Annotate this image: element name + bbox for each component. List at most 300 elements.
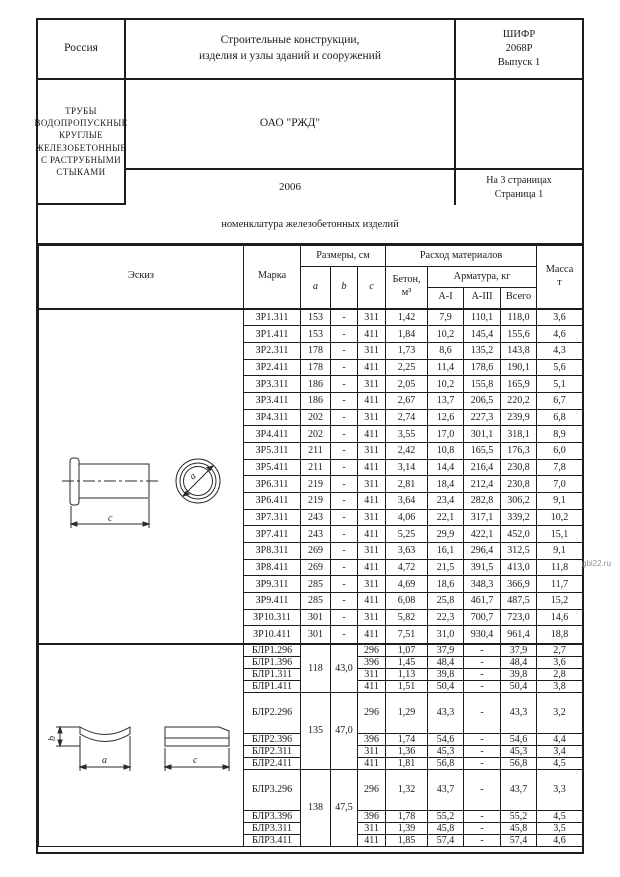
year-cell xyxy=(126,170,456,205)
cell-armatura-a3: - xyxy=(464,733,501,745)
cell-massa: 7,8 xyxy=(537,459,583,476)
cell-marka: ЗР3.411 xyxy=(244,393,301,410)
cell-armatura-a1: 29,9 xyxy=(428,526,464,543)
cell-beton: 1,29 xyxy=(386,692,428,733)
cell-dim-c: 311 xyxy=(358,476,386,493)
cell-dim-b: - xyxy=(331,509,358,526)
empty-cell xyxy=(456,80,582,170)
cell-dim-c: 411 xyxy=(358,834,386,846)
cell-dim-c: 411 xyxy=(358,326,386,343)
cell-armatura-vsego: 230,8 xyxy=(501,459,537,476)
cell-dim-b: - xyxy=(331,493,358,510)
cell-marka: ЗР10.411 xyxy=(244,626,301,644)
cell-dim-a: 202 xyxy=(301,426,331,443)
document-frame xyxy=(36,18,584,854)
cell-beton: 4,69 xyxy=(386,576,428,593)
cell-dim-c: 411 xyxy=(358,626,386,644)
cell-massa: 7,0 xyxy=(537,476,583,493)
svg-text:c: c xyxy=(108,512,113,524)
cell-armatura-a3: 348,3 xyxy=(464,576,501,593)
cell-armatura-vsego: 452,0 xyxy=(501,526,537,543)
cell-armatura-a3: 110,1 xyxy=(464,309,501,326)
cell-dim-c: 311 xyxy=(358,745,386,757)
cipher-cell xyxy=(456,20,582,80)
cell-dim-a: 285 xyxy=(301,593,331,610)
cell-dim-a: 243 xyxy=(301,509,331,526)
country-label: Россия xyxy=(64,42,98,55)
cell-massa: 6,8 xyxy=(537,409,583,426)
cell-massa: 10,2 xyxy=(537,509,583,526)
col-header-vsego: Всего xyxy=(501,288,537,309)
cell-dim-a: 269 xyxy=(301,559,331,576)
cell-armatura-a3: 282,8 xyxy=(464,493,501,510)
cell-massa: 4,5 xyxy=(537,810,583,822)
cipher-label: ШИФР xyxy=(502,28,536,40)
cell-beton: 2,05 xyxy=(386,376,428,393)
cell-marka: ЗР7.311 xyxy=(244,509,301,526)
cell-armatura-a3: - xyxy=(464,656,501,668)
cell-armatura-a3: 461,7 xyxy=(464,593,501,610)
cell-armatura-a3: - xyxy=(464,668,501,680)
cell-massa: 5,6 xyxy=(537,359,583,376)
beton-line2: м³ xyxy=(401,287,412,299)
cell-dim-b: - xyxy=(331,359,358,376)
cell-dim-a: 138 xyxy=(301,769,331,846)
cell-dim-a: 269 xyxy=(301,543,331,560)
col-header-razmery: Размеры, см xyxy=(301,246,386,267)
footer-strip xyxy=(38,847,582,853)
col-header-a1: А-I xyxy=(428,288,464,309)
page-number: Страница 1 xyxy=(494,188,544,200)
col-header-beton xyxy=(386,267,428,309)
col-header-massa xyxy=(537,246,583,309)
cell-marka: ЗР6.311 xyxy=(244,476,301,493)
cell-dim-a: 153 xyxy=(301,326,331,343)
cell-armatura-a3: 301,1 xyxy=(464,426,501,443)
cell-armatura-a3: 700,7 xyxy=(464,609,501,626)
cell-armatura-vsego: 487,5 xyxy=(501,593,537,610)
cell-armatura-vsego: 961,4 xyxy=(501,626,537,644)
cell-armatura-a1: 18,6 xyxy=(428,576,464,593)
cell-dim-b: 47,5 xyxy=(331,769,358,846)
cell-armatura-a3: 212,4 xyxy=(464,476,501,493)
org-cell xyxy=(126,80,456,170)
cell-armatura-a3: - xyxy=(464,822,501,834)
cell-beton: 3,55 xyxy=(386,426,428,443)
cell-dim-b: - xyxy=(331,559,358,576)
cell-marka: ЗР4.311 xyxy=(244,409,301,426)
cell-massa: 3,2 xyxy=(537,692,583,733)
cipher-code: 2068Р xyxy=(505,42,533,54)
cell-beton: 1,78 xyxy=(386,810,428,822)
cell-dim-c: 311 xyxy=(358,409,386,426)
svg-text:b: b xyxy=(47,735,58,741)
sketch-pipe-drawing xyxy=(40,310,244,640)
col-header-dim-a: a xyxy=(301,267,331,309)
section-title: номенклатура железобетонных изделий xyxy=(221,218,399,230)
cell-armatura-a1: 39,8 xyxy=(428,668,464,680)
cell-massa: 14,6 xyxy=(537,609,583,626)
svg-text:c: c xyxy=(193,754,198,766)
cell-dim-c: 396 xyxy=(358,656,386,668)
table-head xyxy=(39,246,583,309)
cell-dim-c: 311 xyxy=(358,343,386,360)
cell-marka: ЗР8.411 xyxy=(244,559,301,576)
cell-dim-a: 285 xyxy=(301,576,331,593)
cell-dim-a: 186 xyxy=(301,376,331,393)
cell-dim-a: 211 xyxy=(301,459,331,476)
cell-dim-b: - xyxy=(331,443,358,460)
cell-beton: 2,67 xyxy=(386,393,428,410)
sketch-saddle-drawing xyxy=(40,645,244,843)
cell-armatura-a1: 14,4 xyxy=(428,459,464,476)
cell-dim-a: 219 xyxy=(301,476,331,493)
cell-beton: 3,14 xyxy=(386,459,428,476)
cell-dim-c: 311 xyxy=(358,376,386,393)
cell-dim-b: - xyxy=(331,376,358,393)
cell-armatura-a3: 296,4 xyxy=(464,543,501,560)
cell-dim-a: 186 xyxy=(301,393,331,410)
cell-marka: БЛР1.311 xyxy=(244,668,301,680)
cell-beton: 1,32 xyxy=(386,769,428,810)
cell-armatura-vsego: 48,4 xyxy=(501,656,537,668)
cell-dim-a: 118 xyxy=(301,644,331,693)
cell-armatura-vsego: 54,6 xyxy=(501,733,537,745)
cell-dim-a: 202 xyxy=(301,409,331,426)
svg-text:a: a xyxy=(102,754,107,766)
cell-armatura-a3: 216,4 xyxy=(464,459,501,476)
cell-dim-c: 311 xyxy=(358,543,386,560)
cell-beton: 1,74 xyxy=(386,733,428,745)
cell-armatura-a1: 48,4 xyxy=(428,656,464,668)
cell-marka: ЗР4.411 xyxy=(244,426,301,443)
cell-massa: 3,6 xyxy=(537,309,583,326)
cell-dim-c: 311 xyxy=(358,443,386,460)
cell-armatura-vsego: 155,6 xyxy=(501,326,537,343)
cell-armatura-a1: 13,7 xyxy=(428,393,464,410)
cell-armatura-vsego: 413,0 xyxy=(501,559,537,576)
cell-armatura-a1: 18,4 xyxy=(428,476,464,493)
cell-dim-a: 153 xyxy=(301,309,331,326)
cell-beton: 2,42 xyxy=(386,443,428,460)
doc-header xyxy=(34,20,582,205)
cell-armatura-a3: 178,6 xyxy=(464,359,501,376)
cell-massa: 3,8 xyxy=(537,680,583,692)
cell-armatura-vsego: 220,2 xyxy=(501,393,537,410)
cell-armatura-a3: - xyxy=(464,692,501,733)
cell-massa: 4,6 xyxy=(537,834,583,846)
cell-beton: 1,42 xyxy=(386,309,428,326)
cell-armatura-a1: 11,4 xyxy=(428,359,464,376)
cell-dim-a: 178 xyxy=(301,343,331,360)
cell-armatura-vsego: 239,9 xyxy=(501,409,537,426)
table-row xyxy=(39,309,583,326)
cell-beton: 5,25 xyxy=(386,526,428,543)
cell-dim-c: 311 xyxy=(358,668,386,680)
cell-armatura-vsego: 55,2 xyxy=(501,810,537,822)
cell-armatura-a1: 21,5 xyxy=(428,559,464,576)
cell-armatura-a1: 7,9 xyxy=(428,309,464,326)
cell-beton: 3,64 xyxy=(386,493,428,510)
cell-beton: 5,82 xyxy=(386,609,428,626)
cell-armatura-a3: - xyxy=(464,680,501,692)
cell-armatura-a1: 57,4 xyxy=(428,834,464,846)
cell-dim-a: 301 xyxy=(301,626,331,644)
cell-dim-c: 311 xyxy=(358,509,386,526)
cell-armatura-a3: 135,2 xyxy=(464,343,501,360)
cell-dim-c: 411 xyxy=(358,559,386,576)
cell-beton: 1,39 xyxy=(386,822,428,834)
product-title-line1: ТРУБЫ ВОДОПРОПУСКНЫЕ КРУГЛЫЕ xyxy=(34,106,128,141)
cell-marka: ЗР5.311 xyxy=(244,443,301,460)
cell-armatura-a3: 165,5 xyxy=(464,443,501,460)
cell-massa: 2,7 xyxy=(537,644,583,657)
cell-marka: ЗР2.311 xyxy=(244,343,301,360)
cell-marka: БЛР1.396 xyxy=(244,656,301,668)
cell-armatura-a1: 31,0 xyxy=(428,626,464,644)
cell-marka: ЗР6.411 xyxy=(244,493,301,510)
cell-dim-c: 311 xyxy=(358,822,386,834)
cell-massa: 11,8 xyxy=(537,559,583,576)
cell-massa: 4,3 xyxy=(537,343,583,360)
nomenclature-table xyxy=(38,245,583,847)
cell-beton: 4,72 xyxy=(386,559,428,576)
cell-beton: 4,06 xyxy=(386,509,428,526)
cell-armatura-a1: 10,8 xyxy=(428,443,464,460)
year-label: 2006 xyxy=(279,181,301,194)
product-title-line3: С РАСТРУБНЫМИ СТЫКАМИ xyxy=(40,154,122,177)
col-header-dim-b: b xyxy=(331,267,358,309)
cell-armatura-vsego: 306,2 xyxy=(501,493,537,510)
cell-dim-a: 211 xyxy=(301,443,331,460)
pages-count: На 3 страницах xyxy=(486,175,552,186)
col-header-dim-c: c xyxy=(358,267,386,309)
section-title-band xyxy=(38,205,582,245)
cell-massa: 15,2 xyxy=(537,593,583,610)
cell-marka: БЛР1.296 xyxy=(244,644,301,657)
cell-dim-c: 411 xyxy=(358,359,386,376)
cell-dim-c: 311 xyxy=(358,609,386,626)
cell-dim-b: - xyxy=(331,526,358,543)
cell-beton: 7,51 xyxy=(386,626,428,644)
cell-massa: 4,5 xyxy=(537,757,583,769)
cell-beton: 1,85 xyxy=(386,834,428,846)
cell-armatura-vsego: 45,8 xyxy=(501,822,537,834)
col-header-rashod: Расход материалов xyxy=(386,246,537,267)
product-title-line2: ЖЕЛЕЗОБЕТОННЫЕ xyxy=(35,142,127,153)
cell-dim-c: 296 xyxy=(358,769,386,810)
cell-armatura-a3: - xyxy=(464,745,501,757)
cell-armatura-vsego: 165,9 xyxy=(501,376,537,393)
cell-dim-b: - xyxy=(331,326,358,343)
cell-massa: 3,3 xyxy=(537,769,583,810)
cell-dim-b: - xyxy=(331,576,358,593)
series-title-cell xyxy=(126,20,456,80)
cell-armatura-a1: 8,6 xyxy=(428,343,464,360)
cell-dim-c: 411 xyxy=(358,593,386,610)
eskiz-pipe-cell xyxy=(39,309,244,644)
cell-massa: 18,8 xyxy=(537,626,583,644)
eskiz-saddle-cell xyxy=(39,644,244,847)
cell-armatura-a3: 930,4 xyxy=(464,626,501,644)
col-header-marka: Марка xyxy=(244,246,301,309)
cell-dim-b: - xyxy=(331,476,358,493)
cell-armatura-a3: 422,1 xyxy=(464,526,501,543)
cell-armatura-vsego: 56,8 xyxy=(501,757,537,769)
cell-armatura-vsego: 43,7 xyxy=(501,769,537,810)
cell-marka: ЗР10.311 xyxy=(244,609,301,626)
org-label: ОАО "РЖД" xyxy=(259,117,321,130)
cell-dim-c: 311 xyxy=(358,309,386,326)
cell-dim-c: 411 xyxy=(358,757,386,769)
cell-marka: ЗР8.311 xyxy=(244,543,301,560)
cell-massa: 4,6 xyxy=(537,326,583,343)
cell-marka: БЛР2.411 xyxy=(244,757,301,769)
cell-marka: ЗР9.311 xyxy=(244,576,301,593)
cell-dim-c: 411 xyxy=(358,680,386,692)
col-header-armatura: Арматура, кг xyxy=(428,267,537,288)
cell-massa: 2,8 xyxy=(537,668,583,680)
cell-armatura-vsego: 37,9 xyxy=(501,644,537,657)
cell-armatura-a3: - xyxy=(464,834,501,846)
pages-info-cell xyxy=(456,170,582,205)
cell-dim-b: - xyxy=(331,343,358,360)
cell-armatura-a3: 227,3 xyxy=(464,409,501,426)
cell-dim-b: - xyxy=(331,426,358,443)
cell-beton: 2,74 xyxy=(386,409,428,426)
cell-massa: 9,1 xyxy=(537,493,583,510)
cell-dim-c: 411 xyxy=(358,493,386,510)
cell-armatura-vsego: 39,8 xyxy=(501,668,537,680)
cell-armatura-a1: 17,0 xyxy=(428,426,464,443)
cell-dim-b: 47,0 xyxy=(331,692,358,769)
cell-massa: 8,9 xyxy=(537,426,583,443)
cell-marka: БЛР2.396 xyxy=(244,733,301,745)
cell-dim-a: 135 xyxy=(301,692,331,769)
svg-text:a: a xyxy=(187,470,199,482)
cell-marka: ЗР1.311 xyxy=(244,309,301,326)
cipher-issue: Выпуск 1 xyxy=(497,57,541,69)
cell-dim-b: - xyxy=(331,459,358,476)
cell-marka: ЗР3.311 xyxy=(244,376,301,393)
cell-armatura-vsego: 366,9 xyxy=(501,576,537,593)
cell-armatura-a1: 25,8 xyxy=(428,593,464,610)
cell-massa: 3,4 xyxy=(537,745,583,757)
cell-marka: БЛР3.411 xyxy=(244,834,301,846)
cell-massa: 4,4 xyxy=(537,733,583,745)
cell-beton: 1,73 xyxy=(386,343,428,360)
cell-dim-c: 311 xyxy=(358,576,386,593)
series-title-line2: изделия и узлы зданий и сооружений xyxy=(199,50,381,62)
cell-massa: 5,1 xyxy=(537,376,583,393)
cell-dim-b: 43,0 xyxy=(331,644,358,693)
cell-dim-b: - xyxy=(331,609,358,626)
cell-armatura-vsego: 118,0 xyxy=(501,309,537,326)
cell-massa: 6,7 xyxy=(537,393,583,410)
cell-beton: 1,36 xyxy=(386,745,428,757)
cell-armatura-a1: 37,9 xyxy=(428,644,464,657)
col-header-a3: А-III xyxy=(464,288,501,309)
cell-armatura-vsego: 57,4 xyxy=(501,834,537,846)
cell-marka: БЛР3.396 xyxy=(244,810,301,822)
cell-armatura-vsego: 43,3 xyxy=(501,692,537,733)
cell-dim-b: - xyxy=(331,409,358,426)
cell-armatura-vsego: 190,1 xyxy=(501,359,537,376)
cell-massa: 6,0 xyxy=(537,443,583,460)
cell-dim-a: 243 xyxy=(301,526,331,543)
cell-armatura-a1: 54,6 xyxy=(428,733,464,745)
cell-armatura-a1: 43,3 xyxy=(428,692,464,733)
cell-armatura-vsego: 230,8 xyxy=(501,476,537,493)
cell-armatura-vsego: 339,2 xyxy=(501,509,537,526)
cell-dim-c: 296 xyxy=(358,692,386,733)
cell-dim-b: - xyxy=(331,309,358,326)
cell-armatura-a3: - xyxy=(464,810,501,822)
cell-armatura-a1: 10,2 xyxy=(428,376,464,393)
cell-dim-c: 411 xyxy=(358,459,386,476)
cell-armatura-vsego: 45,3 xyxy=(501,745,537,757)
series-title-line1: Строительные конструкции, xyxy=(220,34,360,47)
cell-dim-c: 411 xyxy=(358,426,386,443)
cell-armatura-a1: 55,2 xyxy=(428,810,464,822)
cell-dim-a: 301 xyxy=(301,609,331,626)
cell-marka: ЗР7.411 xyxy=(244,526,301,543)
cell-armatura-vsego: 143,8 xyxy=(501,343,537,360)
cell-armatura-a3: - xyxy=(464,757,501,769)
cell-massa: 11,7 xyxy=(537,576,583,593)
cell-dim-c: 411 xyxy=(358,393,386,410)
cell-dim-a: 219 xyxy=(301,493,331,510)
cell-marka: ЗР2.411 xyxy=(244,359,301,376)
cell-marka: ЗР1.411 xyxy=(244,326,301,343)
cell-marka: БЛР1.411 xyxy=(244,680,301,692)
cell-armatura-a3: - xyxy=(464,644,501,657)
cell-marka: БЛР2.296 xyxy=(244,692,301,733)
cell-armatura-a1: 22,1 xyxy=(428,509,464,526)
cell-armatura-a1: 23,4 xyxy=(428,493,464,510)
beton-line1: Бетон, xyxy=(392,274,421,286)
massa-line2: т xyxy=(557,276,562,288)
cell-armatura-a1: 12,6 xyxy=(428,409,464,426)
cell-marka: ЗР9.411 xyxy=(244,593,301,610)
cell-armatura-a3: - xyxy=(464,769,501,810)
cell-dim-b: - xyxy=(331,593,358,610)
cell-armatura-a1: 22,3 xyxy=(428,609,464,626)
cell-dim-c: 411 xyxy=(358,526,386,543)
cell-armatura-a1: 45,8 xyxy=(428,822,464,834)
cell-beton: 3,63 xyxy=(386,543,428,560)
cell-dim-b: - xyxy=(331,543,358,560)
cell-dim-a: 178 xyxy=(301,359,331,376)
cell-armatura-a1: 10,2 xyxy=(428,326,464,343)
cell-armatura-a1: 50,4 xyxy=(428,680,464,692)
cell-beton: 1,45 xyxy=(386,656,428,668)
cell-massa: 3,6 xyxy=(537,656,583,668)
cell-marka: БЛР3.311 xyxy=(244,822,301,834)
cell-beton: 1,07 xyxy=(386,644,428,657)
cell-beton: 1,51 xyxy=(386,680,428,692)
cell-marka: БЛР2.311 xyxy=(244,745,301,757)
table-body xyxy=(39,309,583,847)
cell-beton: 1,13 xyxy=(386,668,428,680)
cell-marka: БЛР3.296 xyxy=(244,769,301,810)
cell-dim-c: 396 xyxy=(358,810,386,822)
cell-marka: ЗР5.411 xyxy=(244,459,301,476)
cell-massa: 3,5 xyxy=(537,822,583,834)
cell-armatura-a3: 317,1 xyxy=(464,509,501,526)
cell-dim-c: 296 xyxy=(358,644,386,657)
table-row xyxy=(39,644,583,657)
